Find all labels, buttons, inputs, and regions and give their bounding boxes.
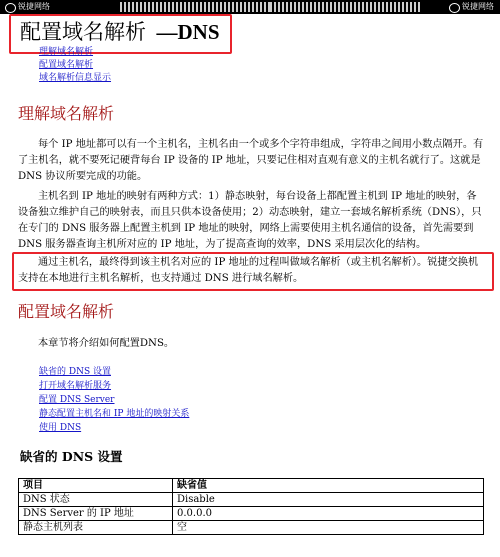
default-settings-table [18,478,484,535]
page-title-en: —DNS [156,20,220,44]
section-heading-understand: 理解域名解析 [18,104,115,123]
toc-link-configure-dns[interactable]: 配置域名解析 [39,60,94,70]
subsection-heading-defaults: 缺省的 DNS 设置 [20,449,123,464]
table-row [19,521,484,535]
toc-link-show-dns-info[interactable]: 域名解析信息显示 [39,73,112,83]
table-cell: 静态主机列表 [19,521,173,535]
top-banner [0,0,500,14]
link-default-dns-settings[interactable]: 缺省的 DNS 设置 [39,367,111,377]
company-logo: 锐捷网络 [3,1,53,13]
table-cell: DNS 状态 [19,493,173,507]
paragraph-resolution: 通过主机名，最终得到该主机名对应的 IP 地址的过程叫做域名解析（或主机名解析）。锐捷交换机支持在本地进行主机名解析，也支持通过 DNS 进行域名解析。 [18,257,479,284]
link-static-host-mapping[interactable]: 静态配置主机名和 IP 地址的映射关系 [39,409,190,419]
section-links [39,365,189,435]
paragraph-hostname-intro: 每个 IP 地址都可以有一个主机名，主机名由一个或多个字符串组成，字符串之间用小数点隔开。有了主机名，就不要死记硬背每台 IP 设备的 IP 地址，只要记住相对直观有意义的主机名就行了。这就是 DNS 协议所要完成的功能。 [18,139,484,182]
company-logo: 锐捷网络 [447,1,497,13]
toc-link-understand-dns[interactable]: 理解域名解析 [39,47,94,57]
page-title [20,19,220,45]
table-header-row [19,479,484,493]
link-use-dns[interactable]: 使用 DNS [39,423,82,433]
table-row [19,507,484,521]
banner-pattern [120,2,270,12]
column-header-default: 缺省值 [173,479,484,493]
banner-pattern [270,2,420,12]
table-cell: DNS Server 的 IP 地址 [19,507,173,521]
paragraph-mapping-methods: 主机名到 IP 地址的映射有两种方式：1）静态映射，每台设备上都配置主机到 IP 地址的映射，各设备独立维护自己的映射表，而且只供本设备使用；2）动态映射，建立一套域名解析系统（DNS），只在专门的 DNS 服务器上配置主机到 IP 地址的映射，网络上需要使用主机名通信的设备，首先需要到 DNS 服务器查询主机所对应的 IP 地址，为了提高查询的效率，DNS 采用层次化的结构。 [18,191,482,250]
table-row [19,493,484,507]
link-configure-dns-server[interactable]: 配置 DNS Server [39,395,115,405]
table-cell: 0.0.0.0 [173,507,484,521]
table-cell: 空 [173,521,484,535]
column-header-item: 项目 [19,479,173,493]
table-cell: Disable [173,493,484,507]
page-title-cn: 配置域名解析 [20,20,146,44]
paragraph-chapter-intro: 本章节将介绍如何配置DNS。 [38,338,175,349]
link-enable-dns-service[interactable]: 打开域名解析服务 [39,381,112,391]
section-heading-configure: 配置域名解析 [18,302,115,321]
table-of-contents [39,46,111,85]
